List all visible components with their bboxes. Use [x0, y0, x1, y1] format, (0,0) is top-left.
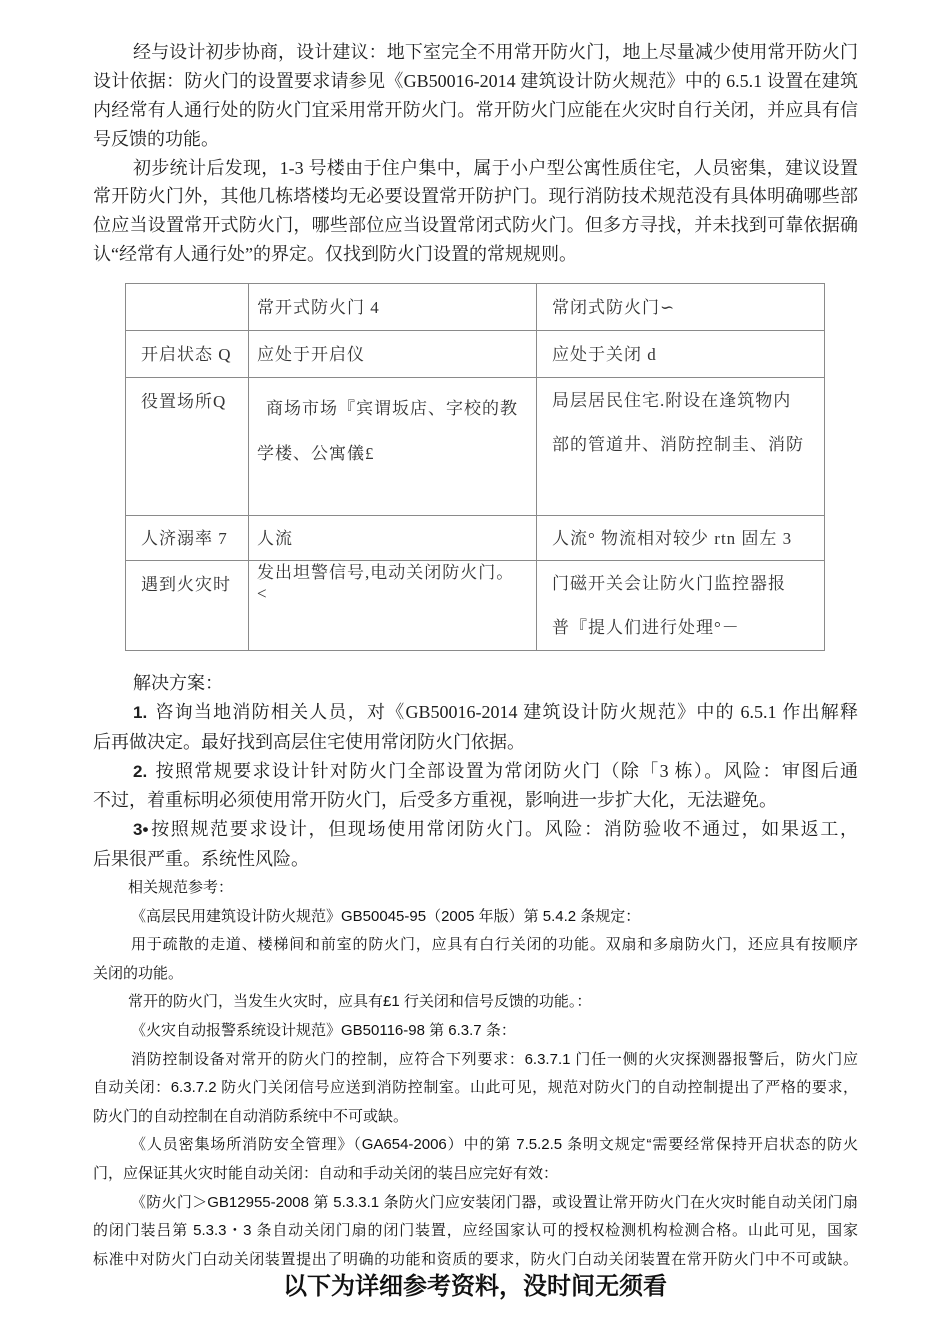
- reference-line: 消防控制设备对常开的防火门的控制，应符合下列要求：6.3.7.1 门任一侧的火灾探测器报警后，防火门应: [131, 1050, 858, 1068]
- reference-citation-gb50116: 《火灾自动报警系统设计规范》GB50116-98 第 6.3.7 条：: [131, 1021, 516, 1039]
- intro-paragraph-1: [93, 38, 858, 154]
- table-header-open-label: 常开式防火门 4: [257, 297, 380, 317]
- table-cell-open: [249, 331, 537, 378]
- reference-line: 自动关闭：6.3.7.2 防火门关闭信号应送到消防控制室。山此可见，规范对防火门的自动控制提出了严格的要求，: [93, 1079, 858, 1097]
- references-section: [93, 874, 858, 1274]
- reference-paragraph-ga654: [93, 1131, 858, 1188]
- table-cell-closed: [537, 331, 825, 378]
- reference-paragraph-evacuation-doors: [93, 931, 858, 988]
- table-cell-text: 人流: [257, 528, 293, 548]
- solution-item-2: [93, 757, 858, 816]
- table-cell-text: 局层居民住宅.附设在逢筑物内: [552, 391, 792, 410]
- reference-line: 关闭的功能。: [93, 964, 184, 982]
- table-cell-open: [249, 561, 537, 651]
- reference-paragraph-control-requirements: [93, 1046, 858, 1132]
- solution-item-1-text: 咨询当地消防相关人员，对《GB50016-2014 建筑设计防火规范》中的 6.5.1 作出解释: [154, 702, 858, 723]
- solution-item-1-line-2: 后再做决定。最好找到高层住宅使用常闭防火门依据。: [93, 731, 525, 752]
- table-header-closed-cell: [537, 284, 825, 331]
- table-row-label: 遇到火灾时: [141, 575, 231, 594]
- solution-item-1-number: 1.: [133, 703, 148, 723]
- reference-line: 的闭门装吕第 5.3.3・3 条自动关闭门扇的闭门装置，应经国家认可的授权检测机构检测合格。山此可见，国家: [93, 1222, 858, 1240]
- fire-door-comparison-table: [125, 283, 825, 651]
- table-row-label: 开启状态 Q: [141, 344, 232, 364]
- table-cell-text: 应处于关闭 d: [552, 344, 657, 364]
- footer-note: 以下为详细参考资料，没时间无须看: [283, 1273, 667, 1300]
- intro-paragraph-2-line-3: 位应当设置常开式防火门，哪些部位应当设置常闭式防火门。但多方寻找，并未找到可靠依据确: [93, 215, 858, 236]
- solution-item-2-text: 按照常规要求设计针对防火门全部设置为常闭防火门（除「3 栋）。风险：审图后通: [154, 760, 858, 781]
- table-cell-open: [249, 378, 537, 516]
- table-cell-text: 应处于开启仪: [257, 344, 365, 364]
- intro-paragraph-2-line-1: 初步统计后发现，1-3 号楼由于住户集中，属于小户型公寓性质住宅，人员密集，建议设置: [133, 157, 858, 178]
- solution-item-2-line-1: [93, 757, 858, 786]
- table-row-label-cell: [126, 331, 249, 378]
- table-cell-closed: [537, 561, 825, 651]
- solution-item-1: [93, 698, 858, 757]
- reference-citation-gb50045: 《高层民用建筑设计防火规范》GB50045-95（2005 年版）第 5.4.2 条规定：: [131, 907, 641, 925]
- references-title: 相关规范参考：: [128, 879, 234, 896]
- table-cell-closed: [537, 516, 825, 561]
- solution-item-3-text: 按照规范要求设计，但现场使用常闭防火门。风险：消防验收不通过，如果返工，: [149, 819, 858, 840]
- table-header-open-cell: [249, 284, 537, 331]
- intro-paragraph-2-line-2: 常开防火门外，其他几栋塔楼均无必要设置常开防护门。现行消防技术规范没有具体明确哪些部: [93, 186, 858, 207]
- solution-item-3-number: 3•: [133, 820, 149, 840]
- table-row-label: 人济溺率 7: [141, 528, 228, 548]
- solution-item-3: [93, 815, 858, 874]
- reference-paragraph-gb12955: [93, 1189, 858, 1275]
- table-row-label-cell: [126, 378, 249, 516]
- solution-item-2-line-2: 不过，着重标明必须使用常开防火门，后受多方重视，影响进一步扩大化，无法避免。: [93, 790, 777, 811]
- table-cell-closed: [537, 378, 825, 516]
- table-corner-cell: [126, 284, 249, 331]
- table-row-location: [126, 378, 825, 516]
- table-cell-text: <: [257, 584, 268, 603]
- intro-paragraph-1-line-2: 设计依据：防火门的设置要求请参见《GB50016-2014 建筑设计防火规范》中的 6.5.1 设置在建筑: [93, 70, 858, 91]
- table-cell-open: [249, 516, 537, 561]
- reference-line: 门，应保证其火灾时能自动关闭：自动和手动关闭的装吕应完好有效：: [93, 1164, 559, 1182]
- reference-line: 用于疏散的走道、楼梯间和前室的防火门，应具有白行关闭的功能。双扇和多扇防火门，还应具有按顺序: [131, 936, 858, 954]
- table-row-fire-event: [126, 561, 825, 651]
- table-cell-text: 部的管道井、消防控制圭、消防: [552, 435, 804, 454]
- solution-item-2-number: 2.: [133, 761, 148, 781]
- table-cell-text: 门磁开关会让防火门监控器报: [552, 574, 786, 593]
- table-row-label-cell: [126, 561, 249, 651]
- solution-item-3-line-2: 后果很严重。系统性风险。: [93, 848, 309, 869]
- reference-paragraph-normally-open-doors: 常开的防火门，当发生火灾时，应具有£1 行关闭和信号反馈的功能。：: [128, 993, 592, 1011]
- reference-line: 标准中对防火门白动关闭装置提出了明确的功能和资质的要求，防火门白动关闭装置在常开防火门中不可或缺。: [93, 1250, 858, 1268]
- intro-section: [93, 38, 858, 269]
- intro-paragraph-1-line-4: 号反馈的功能。: [93, 128, 219, 149]
- intro-paragraph-2: [93, 154, 858, 270]
- solution-item-3-line-1: [93, 815, 858, 844]
- solution-item-1-line-1: [93, 698, 858, 727]
- table-row-open-state: [126, 331, 825, 378]
- intro-paragraph-1-line-3: 内经常有人通行处的防火门宜采用常开防火门。常开防火门应能在火灾时自行关闭，并应具有信: [93, 99, 858, 120]
- table-cell-text: 商场市场『宾谓坂店、字校的教: [266, 399, 518, 418]
- table-row-label-cell: [126, 516, 249, 561]
- table-cell-text: 学楼、公寓儀£: [257, 444, 375, 463]
- reference-line: 《人员密集场所消防安全管理》（GA654-2006）中的第 7.5.2.5 条明文规定“需要经常保持开启状态的防火: [131, 1136, 858, 1154]
- table-cell-text: 人流° 物流相对较少 rtn 固左 3: [552, 528, 793, 548]
- solution-title: 解决方案：: [133, 673, 223, 693]
- table-cell-text: 发出坦警信号,电动关闭防火门。: [257, 563, 515, 582]
- intro-paragraph-2-line-4: 认“经常有人通行处”的界定。仅找到防火门设置的常规规则。: [93, 244, 577, 265]
- table-header-row: [126, 284, 825, 331]
- intro-paragraph-1-line-1: 经与设计初步协商，设计建议：地下室完全不用常开防火门，地上尽量减少使用常开防火门: [133, 42, 858, 62]
- table-cell-text: 普『提人们进行处理°－: [552, 618, 740, 637]
- table-header-closed-label: 常闭式防火门∽: [552, 297, 676, 317]
- reference-line: 《防火门＞GB12955-2008 第 5.3.3.1 条防火门应安装闭门器，或设置让常开防火门在火灾时能自动关闭门扇: [131, 1193, 858, 1211]
- reference-line: 防火门的自动控制在自动消防系统中不可或缺。: [93, 1107, 409, 1125]
- table-row-traffic: [126, 516, 825, 561]
- table-row-label: 役置场所Q: [141, 392, 227, 411]
- solution-section: [93, 669, 858, 874]
